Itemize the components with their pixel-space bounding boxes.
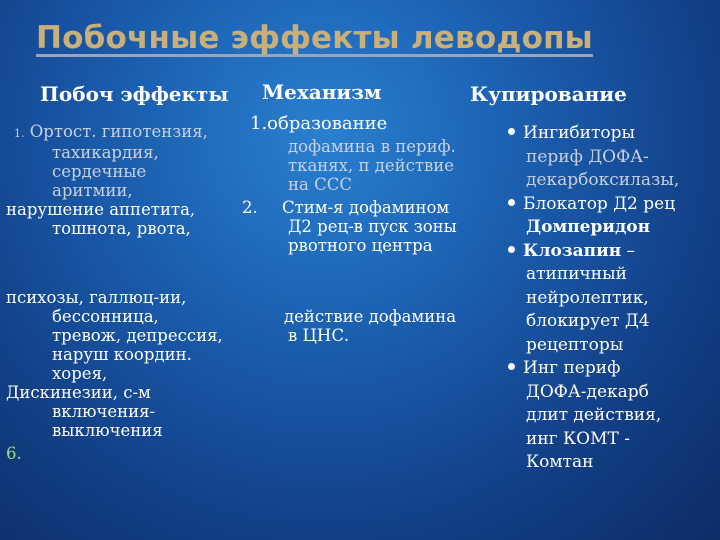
slide-title: Побочные эффекты леводопы [36,20,593,56]
treatment-4-line4: инг КОМТ - [526,428,630,449]
side-effect-2-line2: тошнота, рвота, [52,219,191,238]
treatment-column [508,122,720,475]
treatment-3-line4: блокирует Д4 [526,311,650,331]
mechanism-column [236,114,498,345]
mechanism-2-line3: рвотного центра [288,236,433,255]
side-effect-1-line2: тахикардия, [52,143,159,162]
bullet-icon [508,246,515,253]
mechanism-1-line2: дофамина в периф. [288,137,456,156]
mechanism-2-number: 2. [242,198,258,217]
side-effect-1-number: 1. [14,127,25,140]
side-effect-2-line1: нарушение аппетита, [6,200,196,219]
treatment-2-line1: Блокатор Д2 рец [508,193,720,217]
mechanism-3-line1: действие дофамина [284,307,457,326]
header-side-effects: Побоч эффекты [40,82,229,106]
side-effect-4-line3: выключения [52,421,163,440]
treatment-3-line3: нейролептик, [526,287,649,308]
bullet-icon [508,363,515,370]
treatment-1-line2: периф ДОФА- [526,146,649,167]
bullet-icon [508,199,515,206]
mechanism-1-line4: на ССС [288,175,352,194]
side-effect-1-line3: сердечные [52,162,147,181]
side-effect-3-line5: хорея, [52,364,108,383]
side-effects-column [6,122,252,463]
treatment-3-line2: атипичный [526,264,627,284]
mechanism-1-line1: 1.образование [250,113,388,134]
side-effect-4-line1: Дискинезии, с-м [6,383,151,402]
header-mechanism: Механизм [262,80,382,104]
mechanism-1-line3: тканях, п действие [288,156,455,175]
side-effect-3-line2: бессонница, [52,307,159,326]
treatment-1-line1: Ингибиторы [508,122,720,146]
mechanism-3-line2: в ЦНС. [288,326,350,345]
side-effect-5-number: 6. [6,444,22,463]
treatment-3-line1: Клозапин – [508,240,720,264]
bullet-icon [508,128,515,135]
side-effect-1-line: Ортост. гипотензия, [29,122,208,141]
mechanism-2 [236,198,498,217]
treatment-2-line2: Домперидон [526,217,651,237]
treatment-4-line3: длит действия, [526,405,662,425]
side-effect-4-line2: включения- [52,402,156,421]
treatment-4-line1: Инг периф [508,357,720,381]
side-effect-1-line4: аритмии, [52,181,133,200]
treatment-4-line2: ДОФА-декарб [526,381,649,402]
side-effect-3-line4: наруш координ. [52,345,192,364]
mechanism-2-line1: Стим-я дофамином [282,198,450,217]
side-effect-3-line1: психозы, галлюц-ии, [6,288,187,307]
side-effect-3-line3: тревож, депрессия, [52,326,223,345]
side-effect-1 [6,122,252,143]
treatment-3-line5: рецепторы [526,334,624,355]
treatment-4-line5: Комтан [526,452,594,472]
treatment-1-line3: декарбоксилазы, [526,170,680,190]
header-treatment: Купирование [470,82,627,106]
mechanism-2-line2: Д2 рец-в пуск зоны [288,217,457,236]
